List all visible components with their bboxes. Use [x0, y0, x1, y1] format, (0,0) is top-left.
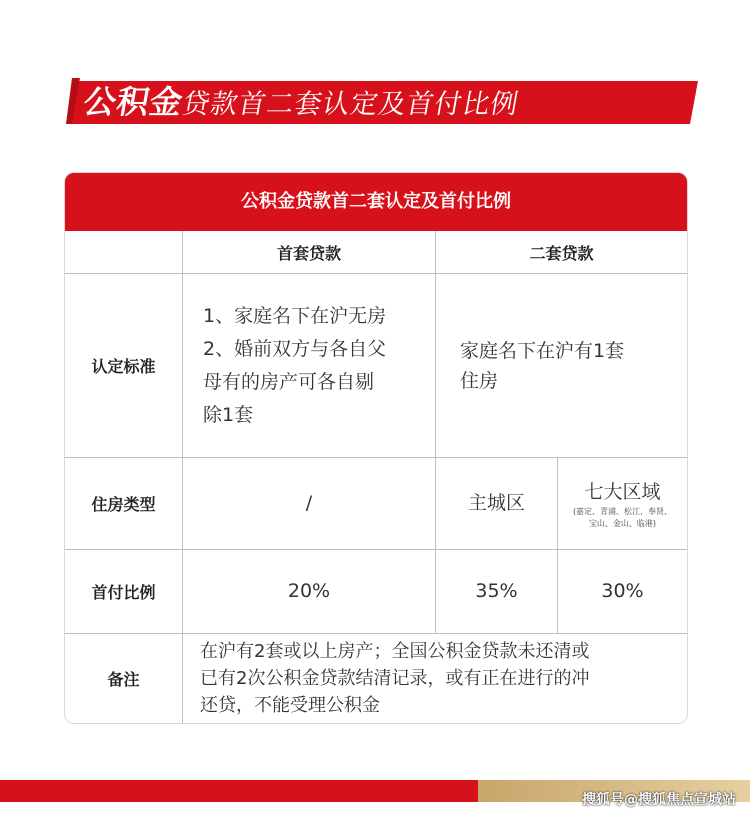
remarks-cell — [200, 634, 687, 723]
row-label-remarks: 备注 — [107, 670, 140, 689]
housing-type-main-city: 主城区 — [467, 492, 525, 514]
criteria-first-line: 母有的房产可各自剔 — [203, 370, 375, 393]
row-label-down-payment: 首付比例 — [91, 583, 156, 602]
seven-districts-note: 宝山、金山、临港) — [588, 518, 657, 528]
remarks-line: 已有2次公积金贷款结清记录，或有正在进行的冲 — [200, 668, 590, 689]
criteria-second-cell — [460, 274, 687, 457]
housing-type-first: / — [305, 492, 313, 514]
banner-title-bold: 公积金 — [80, 83, 187, 121]
criteria-second-line: 家庭名下在沪有1套 — [460, 339, 625, 362]
down-payment-seven-districts: 30% — [601, 580, 644, 602]
col-header-second-loan: 二套贷款 — [529, 243, 594, 263]
criteria-first-line: 1、家庭名下在沪无房 — [203, 304, 387, 327]
housing-type-seven-districts-cell — [558, 458, 687, 549]
row-label-housing-type: 住房类型 — [91, 495, 156, 514]
remarks-line: 还贷，不能受理公积金 — [200, 695, 380, 716]
seven-districts-note: (嘉定、青浦、松江、奉贤、 — [572, 506, 673, 516]
banner-title — [80, 82, 522, 122]
col-header-first-loan: 首套贷款 — [276, 243, 341, 263]
watermark: 搜狐号@搜狐焦点宣城站 — [582, 792, 736, 808]
criteria-first-line: 2、婚前双方与各自父 — [203, 337, 387, 360]
policy-table — [64, 172, 688, 724]
table-title: 公积金贷款首二套认定及首付比例 — [65, 173, 687, 231]
down-payment-first: 20% — [287, 580, 331, 602]
criteria-first-line: 除1套 — [203, 403, 254, 426]
remarks-text — [200, 638, 589, 719]
criteria-first-text — [203, 300, 386, 432]
row-label-criteria: 认定标准 — [91, 357, 156, 376]
remarks-line: 在沪有2套或以上房产；全国公积金贷款未还清或 — [200, 641, 590, 662]
title-banner — [66, 78, 698, 124]
criteria-second-text — [460, 336, 624, 396]
housing-type-seven-districts: 七大区域 — [584, 480, 661, 503]
criteria-first-cell — [203, 274, 435, 457]
banner-title-rest: 贷款首二套认定及首付比例 — [179, 89, 522, 120]
footer-red-stripe — [0, 780, 478, 802]
criteria-second-line: 住房 — [460, 369, 499, 392]
down-payment-main-city: 35% — [475, 580, 518, 602]
